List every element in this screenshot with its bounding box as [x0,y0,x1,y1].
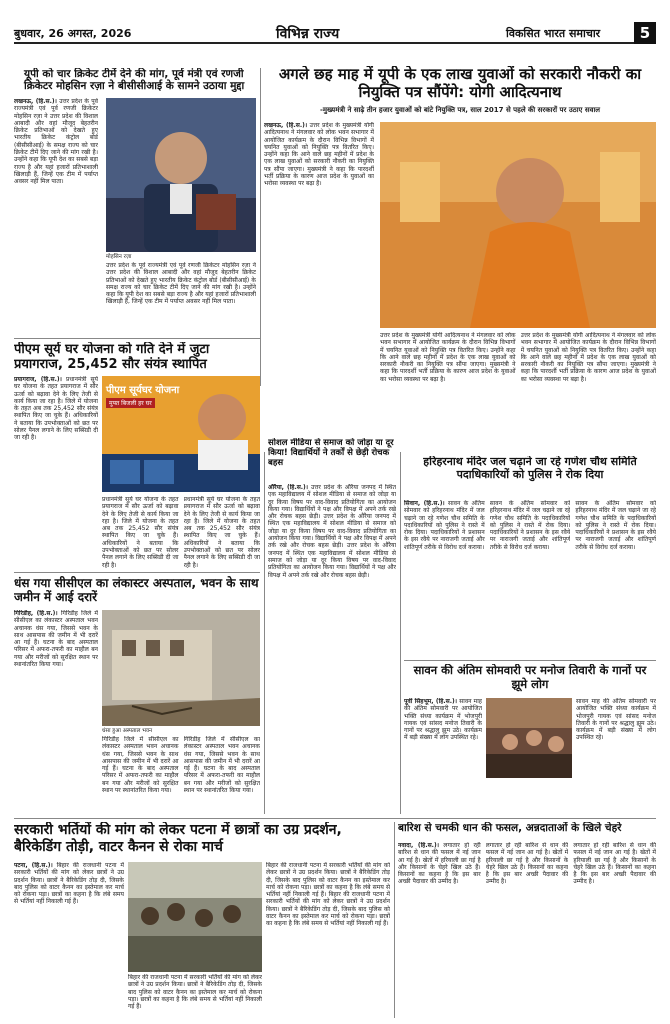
section-rule [404,660,656,661]
story-hariharnath-headline: हरिहरनाथ मंदिर जल चढ़ाने जा रहे गणेश चौथ समिति पदाधिकारियों को पुलिस ने रोक दिया [423,456,637,481]
story-manoj-body-col3: सावन माह की अंतिम सोमवारी पर आयोजित भक्ति संध्या कार्यक्रम में भोजपुरी गायक एवं सांसद मनोज तिवारी के गानों पर श्रद्धालु झूम उठे। कार्यक्रम में बड़ी संख्या में लोग उपस्थित रहे। [576,698,656,742]
story-debate-body-cont: उत्तर प्रदेश के औरैया जनपद में स्थित एक महाविद्यालय में सोशल मीडिया से समाज को जोड़ा या दूर किया विषय पर वाद-विवाद प्रतियोगिता का आयोजन किया गया। विद्यार्थियों ने पक्ष और विपक्ष में अपने तर्क रखे और रोचक बहस छेड़ी। [268,513,396,550]
story-hariharnath [404,456,656,656]
story-paddy-body-col2: लगातार हो रही बारिश से धान की फसल में नई जान आ गई है। खेतों में हरियाली छा गई है और किसानों के चेहरे खिल उठे हैं। किसानों का कहना है कि इस बार अच्छी पैदावार की उम्मीद है। [485,842,569,886]
story-hospital-body: गिरिडीह जिले में सीसीएल का लंकास्टर अस्पताल भवन अचानक धंस गया, जिससे भवन के साथ आसपास की जमीन में भी दरारें आ गई हैं। घटना के बाद अस्पताल परिसर में अफरा-तफरी का माहौल बन गया और मरीजों को सुरक्षित स्थान पर स्थानांतरित किया गया। [14,610,98,669]
story-debate [268,438,396,814]
story-cricket-headline: यूपी को चार क्रिकेट टीमें देने की मांग, पूर्व मंत्री एवं रणजी क्रिकेटर मोहसिन रज़ा ने बीसीसीआई के सामने उठाया मुद्दा [24,68,245,93]
story-cricket-body: उत्तर प्रदेश के पूर्व राज्यमंत्री एवं पूर्व रणजी क्रिकेटर मोहसिन रज़ा ने उत्तर प्रदेश की विशाल आबादी और वहां मौजूद बेहतरीन क्रिकेट प्रतिभाओं को देखते हुए भारतीय क्रिकेट कंट्रोल बोर्ड (बीसीसीआई) के समक्ष राज्य को चार क्रिकेट टीमें दिए जाने की मांग रखी है। उन्होंने कहा कि यूपी देश का सबसे बड़ा राज्य है और यहां हजारों प्रतिभाशाली खिलाड़ी हैं, जिन्हें एक टीम में पर्याप्त अवसर नहीं मिल पाता। [14,98,98,186]
story-paddy-headline: बारिश से चमकी धान की फसल, अन्नदाताओं के खिले चेहरे [398,822,622,834]
story-paddy [398,822,656,1018]
column-rule [264,452,265,814]
story-patna [14,822,390,1018]
story-cricket-dateline: लखनऊ, (हि.स.)। [14,98,57,105]
story-manoj-photo [486,698,572,778]
surya-banner-title: पीएम सूर्यघर योजना [106,385,180,396]
story-yogi-subhead: -मुख्यमंत्री ने साढ़े तीन हजार युवाओं को बांटे नियुक्ति पत्र, साल 2017 से पहले की सरकारों पर उठाए सवाल [319,106,601,114]
masthead [14,22,656,44]
section-rule [14,818,656,819]
story-surya-headline: पीएम सूर्य घर योजना को गति देने में जुटा प्रयागराज, 25,452 सौर संयंत्र स्थापित [14,342,210,373]
story-hospital-headline: धंस गया सीसीएल का लंकास्टर अस्पताल, भवन के साथ जमीन में आई दरारें [14,576,259,605]
story-surya-body: प्रधानमंत्री सूर्य घर योजना के तहत प्रयागराज में सौर ऊर्जा को बढ़ावा देने के लिए तेजी से कार्य किया जा रहा है। जिले में योजना के तहत अब तक 25,452 सौर संयंत्र स्थापित किए जा चुके हैं। अधिकारियों ने बताया कि उपभोक्ताओं को छत पर सोलर पैनल लगाने के लिए सब्सिडी दी जा रही है। [14,376,98,442]
story-paddy-body: लगातार हो रही बारिश से धान की फसल में नई जान आ गई है। खेतों में हरियाली छा गई है और किसानों के चेहरे खिल उठे हैं। किसानों का कहना है कि इस बार अच्छी पैदावार की उम्मीद है। [398,842,481,886]
story-hariharnath-dateline: सिवान, (हि.स.)। [404,500,445,507]
story-debate-body-cont2: उत्तर प्रदेश के औरैया जनपद में स्थित एक महाविद्यालय में सोशल मीडिया से समाज को जोड़ा या दूर किया विषय पर वाद-विवाद प्रतियोगिता का आयोजन किया गया। विद्यार्थियों ने पक्ष और विपक्ष में अपने तर्क रखे और रोचक बहस छेड़ी। [268,542,396,579]
story-debate-headline: सोशल मीडिया से समाज को जोड़ा या दूर किया! विद्यार्थियों ने तर्कों से छेड़ी रोचक बहस [268,438,394,469]
story-surya-photo [102,376,260,492]
story-paddy-dateline: नवादा, (हि.स.)। [398,842,439,849]
story-patna-body-cont: बिहार की राजधानी पटना में सरकारी भर्तियों की मांग को लेकर छात्रों ने उग्र प्रदर्शन किया। छात्रों ने बैरिकेडिंग तोड़ दी, जिसके बाद पुलिस को वाटर कैनन का इस्तेमाल कर मार्च को रोकना पड़ा। छात्रों का कहना है कि लंबे समय से भर्तियां नहीं निकाली गई हैं। [128,974,262,1011]
story-cricket-body-cont: उत्तर प्रदेश के पूर्व राज्यमंत्री एवं पूर्व रणजी क्रिकेटर मोहसिन रज़ा ने उत्तर प्रदेश की विशाल आबादी और वहां मौजूद बेहतरीन क्रिकेट प्रतिभाओं को देखते हुए भारतीय क्रिकेट कंट्रोल बोर्ड (बीसीसीआई) के समक्ष राज्य को चार क्रिकेट टीमें दिए जाने की मांग रखी है। उन्होंने कहा कि यूपी देश का सबसे बड़ा राज्य है और यहां हजारों प्रतिभाशाली खिलाड़ी हैं, जिन्हें एक टीम में पर्याप्त अवसर नहीं मिल पाता। [106,262,256,306]
story-hariharnath-body: सावन के अंतिम सोमवार को हरिहरनाथ मंदिर में जल चढ़ाने जा रहे गणेश चौथ समिति के पदाधिकारियों को पुलिस ने रास्ते में रोक दिया। पदाधिकारियों ने प्रशासन के इस रवैये पर नाराजगी जताई और शांतिपूर्ण तरीके से विरोध दर्ज कराया। [404,500,485,551]
column-rule [260,68,261,386]
story-debate-body: उत्तर प्रदेश के औरैया जनपद में स्थित एक महाविद्यालय में सोशल मीडिया से समाज को जोड़ा या दूर किया विषय पर वाद-विवाद प्रतियोगिता का आयोजन किया गया। विद्यार्थियों ने पक्ष और विपक्ष में अपने तर्क रखे और रोचक बहस छेड़ी। [268,484,396,521]
story-manoj [404,664,656,814]
story-debate-dateline: औरैया, (हि.स.)। [268,484,309,491]
story-hospital-dateline: गिरिडीह, (हि.स.)। [14,610,58,617]
story-hospital-caption: धंसा हुआ अस्पताल भवन [102,728,153,734]
story-hospital-photo [102,610,260,726]
story-patna-headline: सरकारी भर्तियों की मांग को लेकर पटना में छात्रों का उग्र प्रदर्शन, बैरिकेडिंग तोड़ी, वाटर कैनन से रोका मार्च [14,822,342,855]
story-surya-body-col2: प्रधानमंत्री सूर्य घर योजना के तहत प्रयागराज में सौर ऊर्जा को बढ़ावा देने के लिए तेजी से कार्य किया जा रहा है। जिले में योजना के तहत अब तक 25,452 सौर संयंत्र स्थापित किए जा चुके हैं। अधिकारियों ने बताया कि उपभोक्ताओं को छत पर सोलर पैनल लगाने के लिए सब्सिडी दी जा रही है। [102,496,179,568]
story-paddy-body-col3: लगातार हो रही बारिश से धान की फसल में नई जान आ गई है। खेतों में हरियाली छा गई है और किसानों के चेहरे खिल उठे हैं। किसानों का कहना है कि इस बार अच्छी पैदावार की उम्मीद है। [573,842,656,886]
story-surya [14,342,260,568]
story-hariharnath-body-col2: सावन के अंतिम सोमवार को हरिहरनाथ मंदिर में जल चढ़ाने जा रहे गणेश चौथ समिति के पदाधिकारियों को पुलिस ने रास्ते में रोक दिया। पदाधिकारियों ने प्रशासन के इस रवैये पर नाराजगी जताई और शांतिपूर्ण तरीके से विरोध दर्ज कराया। [489,500,571,551]
column-rule [394,822,395,1018]
story-yogi-dateline: लखनऊ, (हि.स.)। [264,122,308,129]
section-title: विभिन्न राज्य [276,26,340,42]
story-manoj-body: सावन माह की अंतिम सोमवारी पर आयोजित भक्ति संध्या कार्यक्रम में भोजपुरी गायक एवं सांसद मनोज तिवारी के गानों पर श्रद्धालु झूम उठे। कार्यक्रम में बड़ी संख्या में लोग उपस्थित रहे। [404,698,482,742]
story-yogi-body: उत्तर प्रदेश के मुख्यमंत्री योगी आदित्यनाथ ने मंगलवार को लोक भवन सभागार में आयोजित कार्यक्रम के दौरान विभिन्न विभागों में चयनित युवाओं को नियुक्ति पत्र वितरित किए। उन्होंने कहा कि आने वाले छह महीनों में प्रदेश के एक लाख युवाओं को सरकारी नौकरी का नियुक्ति पत्र सौंपा जाएगा। मुख्यमंत्री ने कहा कि पारदर्शी भर्ती प्रक्रिया के कारण आज प्रदेश के युवाओं का भरोसा व्यवस्था पर बढ़ा है। [264,122,374,188]
story-yogi-body-col2: उत्तर प्रदेश के मुख्यमंत्री योगी आदित्यनाथ ने मंगलवार को लोक भवन सभागार में आयोजित कार्यक्रम के दौरान विभिन्न विभागों में चयनित युवाओं को नियुक्ति पत्र वितरित किए। उन्होंने कहा कि आने वाले छह महीनों में प्रदेश के एक लाख युवाओं को सरकारी नौकरी का नियुक्ति पत्र सौंपा जाएगा। मुख्यमंत्री ने कहा कि पारदर्शी भर्ती प्रक्रिया के कारण आज प्रदेश के युवाओं का भरोसा व्यवस्था पर बढ़ा है। [380,332,516,383]
story-patna-dateline: पटना, (हि.स.)। [14,862,53,869]
story-cricket-photo [106,98,256,252]
story-patna-body: बिहार की राजधानी पटना में सरकारी भर्तियों की मांग को लेकर छात्रों ने उग्र प्रदर्शन किया। छात्रों ने बैरिकेडिंग तोड़ दी, जिसके बाद पुलिस को वाटर कैनन का इस्तेमाल कर मार्च को रोकना पड़ा। छात्रों का कहना है कि लंबे समय से भर्तियां नहीं निकाली गई हैं। [14,862,124,906]
story-hospital-body-col2: गिरिडीह जिले में सीसीएल का लंकास्टर अस्पताल भवन अचानक धंस गया, जिससे भवन के साथ आसपास की जमीन में भी दरारें आ गई हैं। घटना के बाद अस्पताल परिसर में अफरा-तफरी का माहौल बन गया और मरीजों को सुरक्षित स्थान पर स्थानांतरित किया गया। [102,736,179,795]
story-hospital-body-col3: गिरिडीह जिले में सीसीएल का लंकास्टर अस्पताल भवन अचानक धंस गया, जिससे भवन के साथ आसपास की जमीन में भी दरारें आ गई हैं। घटना के बाद अस्पताल परिसर में अफरा-तफरी का माहौल बन गया और मरीजों को सुरक्षित स्थान पर स्थानांतरित किया गया। [183,736,260,795]
section-rule [14,572,260,573]
masthead-date: बुधवार, 26 अगस्त, 2026 [14,27,132,40]
story-patna-photo [128,862,262,972]
story-yogi [264,66,656,451]
story-hospital [14,576,260,814]
story-surya-body-col3: प्रधानमंत्री सूर्य घर योजना के तहत प्रयागराज में सौर ऊर्जा को बढ़ावा देने के लिए तेजी से कार्य किया जा रहा है। जिले में योजना के तहत अब तक 25,452 सौर संयंत्र स्थापित किए जा चुके हैं। अधिकारियों ने बताया कि उपभोक्ताओं को छत पर सोलर पैनल लगाने के लिए सब्सिडी दी जा रही है। [183,496,260,568]
surya-banner-sub: मुफ्त बिजली हर घर [106,398,155,408]
story-yogi-headline: अगले छह माह में यूपी के एक लाख युवाओं को सरकारी नौकरी का नियुक्ति पत्र सौंपेंगे: योगी आदित्यनाथ [278,66,642,101]
story-patna-body-col3b: बिहार की राजधानी पटना में सरकारी भर्तियों की मांग को लेकर छात्रों ने उग्र प्रदर्शन किया। छात्रों ने बैरिकेडिंग तोड़ दी, जिसके बाद पुलिस को वाटर कैनन का इस्तेमाल कर मार्च को रोकना पड़ा। छात्रों का कहना है कि लंबे समय से भर्तियां नहीं निकाली गई हैं। [266,891,390,928]
story-surya-dateline: प्रयागराज, (हि.स.)। [14,376,62,383]
story-cricket [14,68,256,336]
column-rule [400,452,401,814]
page-number: 5 [634,22,656,44]
story-cricket-caption: मोहसिन रज़ा [106,254,132,260]
story-manoj-dateline: पूर्वी सिंहभूम, (हि.स.)। [404,698,458,705]
story-yogi-body-col3: उत्तर प्रदेश के मुख्यमंत्री योगी आदित्यनाथ ने मंगलवार को लोक भवन सभागार में आयोजित कार्यक्रम के दौरान विभिन्न विभागों में चयनित युवाओं को नियुक्ति पत्र वितरित किए। उन्होंने कहा कि आने वाले छह महीनों में प्रदेश के एक लाख युवाओं को सरकारी नौकरी का नियुक्ति पत्र सौंपा जाएगा। मुख्यमंत्री ने कहा कि पारदर्शी भर्ती प्रक्रिया के कारण आज प्रदेश के युवाओं का भरोसा व्यवस्था पर बढ़ा है। [520,332,656,383]
story-hariharnath-body-col3: सावन के अंतिम सोमवार को हरिहरनाथ मंदिर में जल चढ़ाने जा रहे गणेश चौथ समिति के पदाधिकारियों को पुलिस ने रास्ते में रोक दिया। पदाधिकारियों ने प्रशासन के इस रवैये पर नाराजगी जताई और शांतिपूर्ण तरीके से विरोध दर्ज कराया। [575,500,656,551]
story-patna-body-col3: बिहार की राजधानी पटना में सरकारी भर्तियों की मांग को लेकर छात्रों ने उग्र प्रदर्शन किया। छात्रों ने बैरिकेडिंग तोड़ दी, जिसके बाद पुलिस को वाटर कैनन का इस्तेमाल कर मार्च को रोकना पड़ा। छात्रों का कहना है कि लंबे समय से भर्तियां नहीं निकाली गई हैं। [266,862,390,899]
story-yogi-photo [380,122,656,328]
story-manoj-headline: सावन की अंतिम सोमवारी पर मनोज तिवारी के गानों पर झूमे लोग [413,664,647,691]
section-rule [14,338,260,339]
paper-name: विकसित भारत समाचार [506,27,601,40]
